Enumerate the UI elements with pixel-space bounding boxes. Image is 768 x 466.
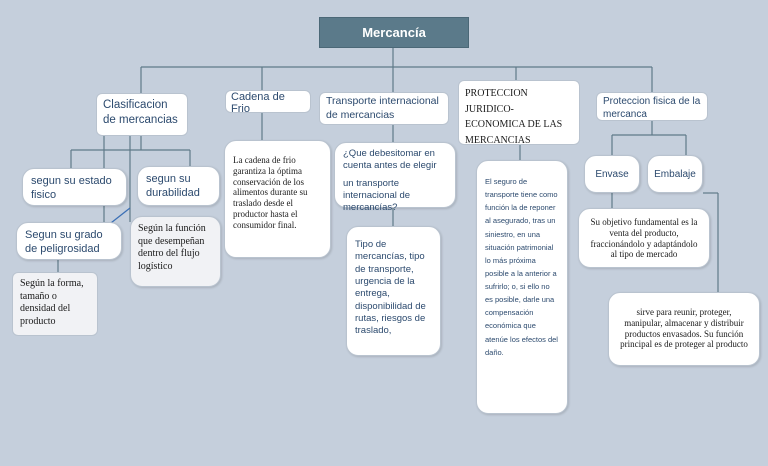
clasificacion-node: Clasificacion de mercancias — [96, 93, 188, 136]
transporte-node: Transporte internacional de mercancias — [319, 92, 449, 125]
peligrosidad-node: Segun su grado de peligrosidad — [16, 222, 122, 260]
funcion-flujo-node: Según la función que desempeñan dentro del flujo logístico — [130, 216, 221, 287]
envase-node: Envase — [584, 155, 640, 193]
transporte-answer: Tipo de mercancías, tipo de transporte, urgencia de la entrega, disponibilidad de rutas, riesgos de traslado, — [346, 226, 441, 356]
main-title: Mercancía — [319, 17, 469, 48]
cadena-frio-node: Cadena de Frio — [225, 90, 311, 113]
proteccion-juridica-desc: El seguro de transporte tiene como función la de reponer al asegurado, tras un siniestro, en una situación patrimonial lo más próxima posible a la anterior a sufrirlo; o, si ello no es posible, darle una compensación económica que atenúe los efectos del daño. — [476, 160, 568, 414]
durabilidad-node: segun su durabilidad — [137, 166, 220, 206]
transporte-question-line1: ¿Que debesitomar en cuenta antes de elegir — [343, 148, 437, 171]
transporte-question — [334, 142, 456, 213]
envase-desc: Su objetivo fundamental es la venta del producto, fraccionándolo y adaptándolo al tipo de mercado — [578, 208, 710, 268]
cadena-frio-desc: La cadena de frio garantiza la óptima conservación de los alimentos durante su traslado desde el productor hasta el consumidor final. — [224, 140, 331, 258]
transporte-question-line2: un transporte internacional de mercancías? — [343, 177, 411, 213]
forma-tamano-node: Según la forma, tamaño o densidad del producto — [12, 272, 98, 336]
estado-fisico-node: segun su estado fisico — [22, 168, 127, 206]
proteccion-juridica-node: PROTECCION JURIDICO-ECONOMICA DE LAS MERCANCIAS — [458, 80, 580, 145]
embalaje-node: Embalaje — [647, 155, 703, 193]
embalaje-desc: sirve para reunir, proteger, manipular, almacenar y distribuir productos envasados. Su función principal es de proteger al producto — [608, 292, 760, 366]
proteccion-fisica-node: Proteccion fisica de la mercanca — [596, 92, 708, 121]
